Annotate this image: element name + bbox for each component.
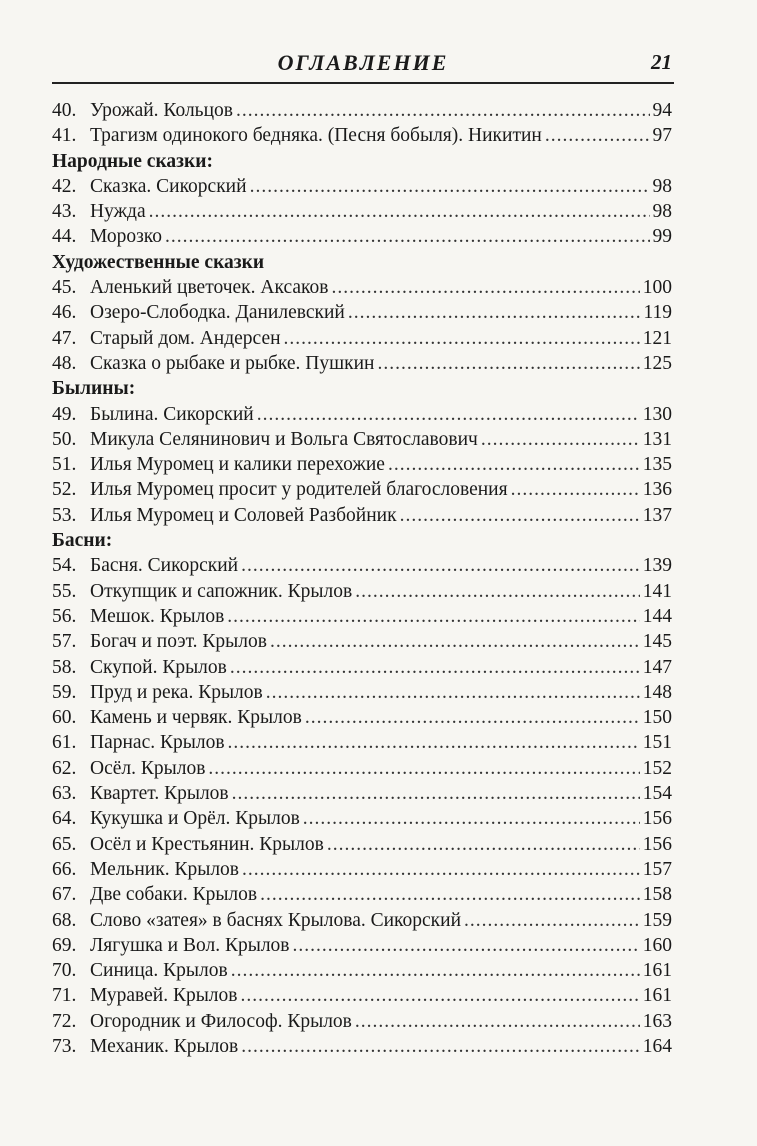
entry-number: 62.: [52, 757, 77, 779]
section-heading: Художественные сказки: [52, 251, 265, 273]
entry-number: 51.: [52, 454, 77, 476]
entry-number: 57.: [52, 631, 77, 653]
dot-leader: [303, 806, 640, 831]
entry-title: Илья Муромец просит у родителей благословения: [90, 479, 508, 501]
entry-page: 136: [642, 479, 672, 501]
toc-entry: [52, 832, 672, 857]
entry-title: Илья Муромец и калики перехожие: [90, 454, 385, 476]
entry-title: Старый дом. Андерсен: [90, 327, 281, 349]
entry-title: Пруд и река. Крылов: [90, 681, 263, 703]
dot-leader: [230, 655, 640, 680]
entry-page: 151: [642, 732, 672, 754]
page-number: 21: [651, 50, 672, 74]
toc-entry: [52, 174, 672, 199]
toc-entry: [52, 604, 672, 629]
entry-title: Трагизм одинокого бедняка. (Песня бобыля). Никитин: [90, 125, 542, 147]
dot-leader: [242, 857, 640, 882]
section-heading: Народные сказки:: [52, 150, 213, 172]
toc-entry: [52, 553, 672, 578]
entry-page: 145: [642, 631, 672, 653]
dot-leader: [355, 1009, 640, 1034]
entry-title: Сказка. Сикорский: [90, 175, 247, 197]
toc-entry: [52, 224, 672, 249]
toc-entry: [52, 1009, 672, 1034]
entry-number: 46.: [52, 302, 77, 324]
entry-number: 72.: [52, 1010, 77, 1032]
dot-leader: [270, 629, 640, 654]
entry-number: 65.: [52, 833, 77, 855]
dot-leader: [232, 781, 640, 806]
dot-leader: [348, 300, 641, 325]
entry-page: 164: [642, 1035, 672, 1057]
running-header: [52, 46, 674, 76]
entry-number: 63.: [52, 783, 77, 805]
entry-title: Богач и поэт. Крылов: [90, 631, 267, 653]
entry-title: Сказка о рыбаке и рыбке. Пушкин: [90, 352, 375, 374]
toc-entry: [52, 1034, 672, 1059]
toc-entry: [52, 958, 672, 983]
entry-title: Былина. Сикорский: [90, 403, 254, 425]
toc-entry: [52, 882, 672, 907]
dot-leader: [378, 351, 640, 376]
entry-page: 160: [642, 934, 672, 956]
entry-page: 150: [642, 707, 672, 729]
entry-title: Скупой. Крылов: [90, 656, 227, 678]
dot-leader: [241, 553, 640, 578]
dot-leader: [511, 477, 640, 502]
entry-title: Озеро-Слободка. Данилевский: [90, 302, 345, 324]
entry-page: 152: [642, 757, 672, 779]
entry-page: 97: [652, 125, 672, 147]
dot-leader: [241, 983, 640, 1008]
entry-title: Илья Муромец и Соловей Разбойник: [90, 504, 397, 526]
entry-title: Аленький цветочек. Аксаков: [90, 277, 329, 299]
entry-page: 135: [642, 454, 672, 476]
entry-title: Кукушка и Орёл. Крылов: [90, 808, 300, 830]
toc-entry: [52, 756, 672, 781]
entry-page: 156: [642, 808, 672, 830]
dot-leader: [293, 933, 640, 958]
toc-entry: [52, 123, 672, 148]
toc-entry: [52, 452, 672, 477]
dot-leader: [228, 730, 640, 755]
entry-title: Микула Селянинович и Вольга Святославович: [90, 428, 478, 450]
entry-title: Механик. Крылов: [90, 1035, 239, 1057]
entry-number: 43.: [52, 201, 77, 223]
dot-leader: [481, 427, 640, 452]
toc-entry: [52, 781, 672, 806]
dot-leader: [305, 705, 640, 730]
entry-page: 163: [642, 1010, 672, 1032]
entry-page: 121: [642, 327, 672, 349]
entry-title: Квартет. Крылов: [90, 783, 229, 805]
entry-page: 99: [652, 226, 672, 248]
entry-number: 61.: [52, 732, 77, 754]
entry-number: 54.: [52, 555, 77, 577]
dot-leader: [266, 680, 640, 705]
entry-page: 98: [652, 175, 672, 197]
entry-title: Синица. Крылов: [90, 960, 228, 982]
entry-page: 161: [642, 985, 672, 1007]
entry-number: 44.: [52, 226, 77, 248]
toc-entry: [52, 427, 672, 452]
entry-number: 47.: [52, 327, 77, 349]
entry-number: 49.: [52, 403, 77, 425]
entry-title: Урожай. Кольцов: [90, 100, 233, 121]
dot-leader: [236, 98, 650, 123]
toc-entry: [52, 199, 672, 224]
dot-leader: [231, 958, 640, 983]
dot-leader: [545, 123, 650, 148]
entry-page: 98: [652, 201, 672, 223]
entry-page: 144: [642, 605, 672, 627]
entry-page: 157: [642, 858, 672, 880]
dot-leader: [250, 174, 650, 199]
toc-entry: [52, 857, 672, 882]
entry-number: 56.: [52, 605, 77, 627]
entry-page: 159: [642, 909, 672, 931]
entry-number: 66.: [52, 858, 77, 880]
entry-number: 71.: [52, 985, 77, 1007]
dot-leader: [388, 452, 640, 477]
toc-entry: [52, 629, 672, 654]
toc-entry: [52, 351, 672, 376]
entry-title: Слово «затея» в баснях Крылова. Сикорский: [90, 909, 462, 931]
entry-title: Осёл. Крылов: [90, 757, 206, 779]
entry-page: 131: [642, 428, 672, 450]
dot-leader: [227, 604, 639, 629]
dot-leader: [257, 402, 640, 427]
toc-entry: [52, 98, 672, 123]
entry-title: Мельник. Крылов: [90, 858, 240, 880]
entry-number: 42.: [52, 175, 77, 197]
entry-title: Парнас. Крылов: [90, 732, 225, 754]
toc-entry: [52, 402, 672, 427]
section-heading: Былины:: [52, 378, 136, 400]
dot-leader: [400, 503, 640, 528]
entry-title: Камень и червяк. Крылов: [90, 707, 302, 729]
toc-entry: [52, 300, 672, 325]
entry-title: Осёл и Крестьянин. Крылов: [90, 833, 324, 855]
entry-page: 148: [642, 681, 672, 703]
toc-entry: [52, 806, 672, 831]
table-of-contents: [52, 98, 672, 1059]
entry-number: 55.: [52, 580, 77, 602]
dot-leader: [284, 326, 640, 351]
toc-entry: [52, 503, 672, 528]
entry-number: 53.: [52, 504, 77, 526]
dot-leader: [165, 224, 649, 249]
entry-number: 41.: [52, 125, 77, 147]
toc-entry: [52, 933, 672, 958]
toc-entry: [52, 579, 672, 604]
dot-leader: [464, 908, 640, 933]
entry-page: 94: [652, 100, 672, 121]
entry-number: 70.: [52, 960, 77, 982]
entry-page: 158: [642, 884, 672, 906]
entry-number: 60.: [52, 707, 77, 729]
dot-leader: [327, 832, 640, 857]
entry-page: 141: [642, 580, 672, 602]
entry-page: 156: [642, 833, 672, 855]
entry-number: 64.: [52, 808, 77, 830]
toc-entry: [52, 680, 672, 705]
header-rule: [52, 82, 674, 84]
toc-entry: [52, 655, 672, 680]
entry-number: 67.: [52, 884, 77, 906]
entry-number: 45.: [52, 277, 77, 299]
entry-number: 50.: [52, 428, 77, 450]
entry-number: 48.: [52, 352, 77, 374]
entry-title: Муравей. Крылов: [90, 985, 238, 1007]
entry-page: 130: [642, 403, 672, 425]
dot-leader: [241, 1034, 639, 1059]
toc-entry: [52, 908, 672, 933]
entry-number: 58.: [52, 656, 77, 678]
dot-leader: [260, 882, 640, 907]
entry-title: Огородник и Философ. Крылов: [90, 1010, 352, 1032]
entry-page: 119: [643, 302, 672, 324]
dot-leader: [208, 756, 639, 781]
entry-number: 69.: [52, 934, 77, 956]
entry-title: Нужда: [90, 201, 146, 223]
entry-page: 139: [642, 555, 672, 577]
toc-entry: [52, 477, 672, 502]
entry-title: Лягушка и Вол. Крылов: [90, 934, 290, 956]
entry-title: Откупщик и сапожник. Крылов: [90, 580, 353, 602]
entry-title: Морозко: [90, 226, 163, 248]
entry-title: Басня. Сикорский: [90, 555, 239, 577]
entry-page: 161: [642, 960, 672, 982]
toc-entry: [52, 326, 672, 351]
entry-page: 154: [642, 783, 672, 805]
toc-entry: [52, 705, 672, 730]
dot-leader: [149, 199, 650, 224]
page-title: ОГЛАВЛЕНИЕ: [277, 50, 449, 75]
entry-number: 52.: [52, 479, 77, 501]
entry-number: 59.: [52, 681, 77, 703]
entry-page: 137: [642, 504, 672, 526]
section-heading: Басни:: [52, 530, 113, 552]
entry-number: 68.: [52, 909, 77, 931]
entry-number: 73.: [52, 1035, 77, 1057]
dot-leader: [331, 275, 639, 300]
entry-page: 100: [642, 277, 672, 299]
entry-title: Две собаки. Крылов: [90, 884, 258, 906]
toc-entry: [52, 730, 672, 755]
dot-leader: [355, 579, 640, 604]
entry-page: 125: [642, 352, 672, 374]
toc-entry: [52, 275, 672, 300]
entry-number: 40.: [52, 100, 77, 121]
entry-page: 147: [642, 656, 672, 678]
entry-title: Мешок. Крылов: [90, 605, 225, 627]
toc-entry: [52, 983, 672, 1008]
